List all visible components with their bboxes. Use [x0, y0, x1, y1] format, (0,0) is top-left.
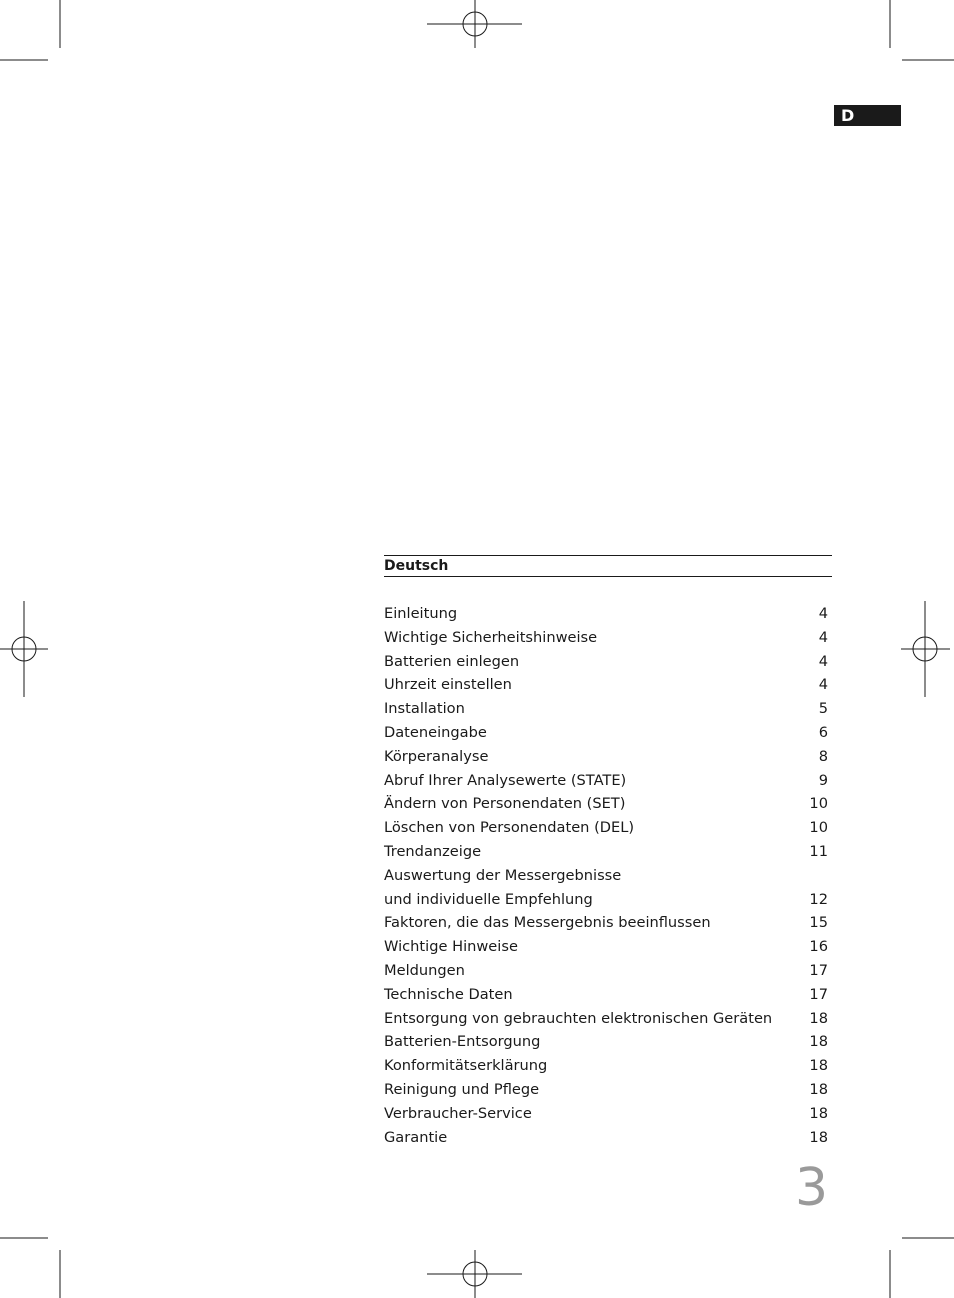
toc-entry-page: 5: [818, 700, 828, 718]
toc-entry: [384, 697, 832, 721]
toc-entry: [384, 626, 832, 650]
toc-entry-title: Faktoren, die das Messergebnis beeinflussen: [384, 914, 711, 932]
toc-entry: [384, 1030, 832, 1054]
toc-entry-title: und individuelle Empfehlung: [384, 890, 593, 908]
toc-entry-page: 18: [809, 1128, 828, 1146]
toc-entry-title: Trendanzeige: [384, 842, 482, 860]
toc-list: [384, 602, 832, 1149]
toc-entry-page: 8: [818, 747, 828, 765]
toc-entry-title: Wichtige Sicherheitshinweise: [384, 628, 598, 646]
toc-entry-title: Reinigung und Pflege: [384, 1080, 540, 1098]
toc-entry: [384, 650, 832, 674]
toc-entry-page: 18: [809, 1104, 828, 1122]
table-of-contents: [384, 555, 832, 1149]
toc-entry: [384, 983, 832, 1007]
toc-entry-page: 15: [809, 914, 828, 932]
toc-entry-page: 4: [818, 676, 828, 694]
toc-entry-page: 16: [809, 938, 828, 956]
toc-entry: [384, 769, 832, 793]
language-tab: D: [834, 105, 901, 126]
toc-entry-page: 4: [818, 605, 828, 622]
toc-entry-page: 17: [809, 961, 828, 979]
page-number: 3: [795, 1158, 829, 1218]
toc-entry-title: Verbraucher-Service: [384, 1104, 532, 1122]
toc-entry-page: 18: [809, 1080, 828, 1098]
toc-entry-title: Ändern von Personendaten (SET): [384, 795, 626, 813]
toc-heading: Deutsch: [384, 555, 832, 577]
toc-entry: [384, 673, 832, 697]
toc-entry-title: Dateneingabe: [384, 723, 487, 741]
toc-entry: [384, 602, 832, 626]
toc-entry-page: 9: [818, 771, 828, 789]
toc-entry-title: Einleitung: [384, 605, 458, 622]
toc-entry-title: Batterien-Entsorgung: [384, 1033, 541, 1051]
toc-entry: [384, 1102, 832, 1126]
toc-entry-page: 17: [809, 985, 828, 1003]
registration-mark-left: [0, 601, 48, 697]
toc-entry-page: [788, 864, 832, 888]
toc-entry-title: Entsorgung von gebrauchten elektronischen Geräten: [384, 1009, 773, 1027]
toc-entry-page: 4: [818, 652, 828, 670]
toc-entry-page: 6: [818, 723, 828, 741]
toc-entry: [384, 745, 832, 769]
toc-entry-title: Abruf Ihrer Analysewerte (STATE): [384, 771, 627, 789]
toc-entry-title: Uhrzeit einstellen: [384, 676, 512, 694]
toc-entry-title: Löschen von Personendaten (DEL): [384, 819, 635, 837]
toc-entry: [384, 1126, 832, 1150]
toc-entry-page: 10: [809, 795, 828, 813]
toc-entry: [384, 935, 832, 959]
toc-entry: [384, 816, 832, 840]
toc-entry-title: Wichtige Hinweise: [384, 938, 518, 956]
toc-entry-page: 4: [818, 628, 828, 646]
toc-entry-page: 10: [809, 819, 828, 837]
toc-entry-title: Auswertung der Messergebnisse: [384, 866, 622, 884]
toc-entry: [384, 1078, 832, 1102]
toc-entry: [384, 888, 832, 912]
toc-entry-title: Meldungen: [384, 961, 465, 979]
registration-mark-top: [427, 0, 522, 48]
toc-entry-title: Körperanalyse: [384, 747, 489, 765]
toc-entry-title: Installation: [384, 700, 465, 718]
toc-entry: [384, 840, 832, 864]
toc-entry-title: Garantie: [384, 1128, 448, 1146]
registration-mark-right: [901, 601, 950, 697]
toc-entry: [384, 721, 832, 745]
toc-entry-page: 11: [809, 842, 828, 860]
toc-entry: [384, 864, 832, 888]
toc-entry: [384, 959, 832, 983]
toc-entry-title: Konformitätserklärung: [384, 1057, 548, 1075]
toc-entry-page: 18: [809, 1057, 828, 1075]
toc-entry-title: Batterien einlegen: [384, 652, 520, 670]
toc-entry-page: 18: [809, 1009, 828, 1027]
toc-entry: [384, 1007, 832, 1031]
toc-entry-page: 12: [809, 890, 828, 908]
toc-entry-page: 18: [809, 1033, 828, 1051]
toc-entry: [384, 911, 832, 935]
toc-entry: [384, 1054, 832, 1078]
toc-entry-title: Technische Daten: [384, 985, 513, 1003]
toc-entry: [384, 792, 832, 816]
registration-mark-bottom: [427, 1250, 522, 1298]
